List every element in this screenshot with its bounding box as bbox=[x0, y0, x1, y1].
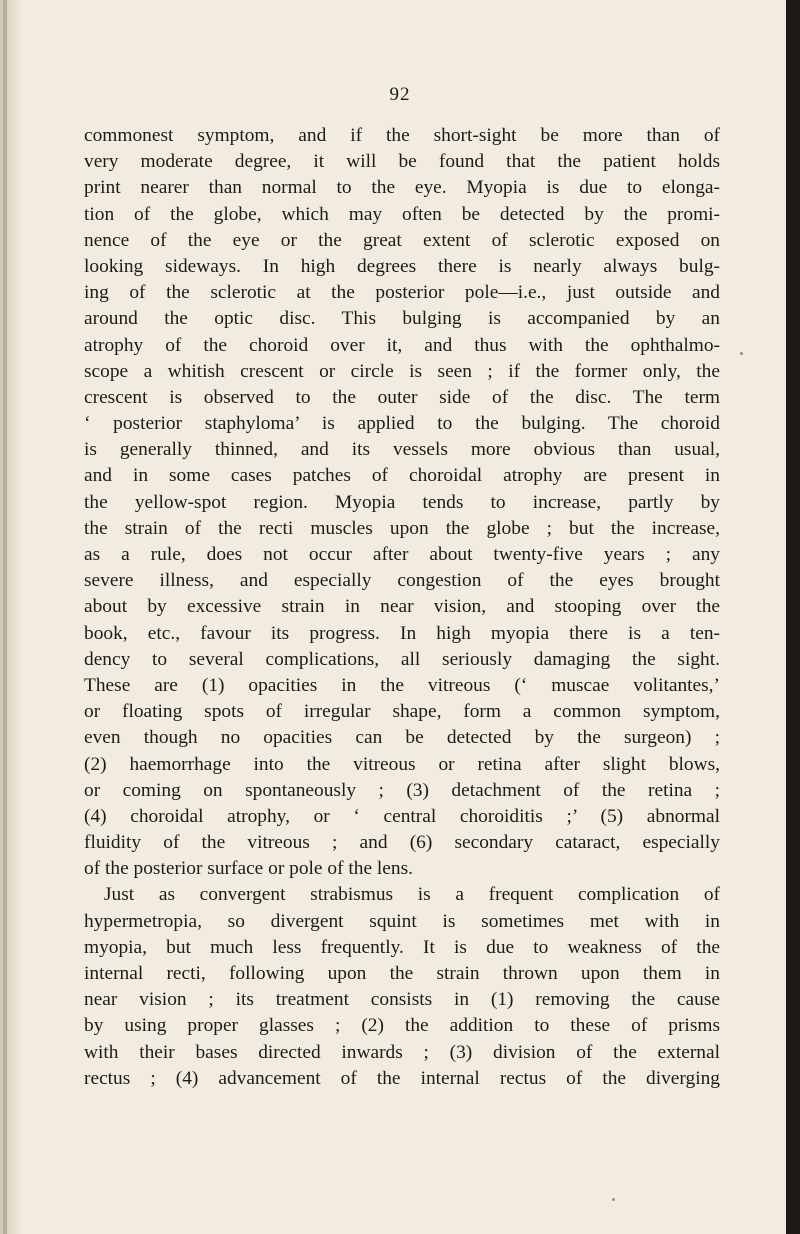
text-line: ing of the sclerotic at the posterior pole—i.e., just outside and bbox=[84, 282, 720, 304]
text-line: looking sideways. In high degrees there is nearly always bulg- bbox=[84, 255, 720, 277]
text-line: and in some cases patches of choroidal atrophy are present in bbox=[84, 465, 720, 487]
text-line: by using proper glasses ; (2) the addition to these of prisms bbox=[84, 1015, 720, 1037]
text-line: with their bases directed inwards ; (3) division of the external bbox=[84, 1041, 720, 1063]
text-line: fluidity of the vitreous ; and (6) secondary cataract, especially bbox=[84, 832, 720, 854]
text-line: severe illness, and especially congestion of the eyes brought bbox=[84, 570, 720, 592]
text-line: (2) haemorrhage into the vitreous or retina after slight blows, bbox=[84, 753, 720, 775]
text-line: (4) choroidal atrophy, or ‘ central choroiditis ;’ (5) abnormal bbox=[84, 805, 720, 827]
text-line: internal recti, following upon the strain thrown upon them in bbox=[84, 963, 720, 984]
ink-speck bbox=[740, 352, 743, 355]
text-line: the yellow-spot region. Myopia tends to increase, partly by bbox=[84, 491, 720, 513]
text-line: hypermetropia, so divergent squint is sometimes met with in bbox=[84, 910, 720, 932]
text-line: even though no opacities can be detected by the surgeon) ; bbox=[84, 727, 720, 749]
text-line: near vision ; its treatment consists in (1) removing the cause bbox=[84, 989, 720, 1011]
text-line: around the optic disc. This bulging is accompanied by an bbox=[84, 308, 720, 330]
text-line: crescent is observed to the outer side of the disc. The term bbox=[84, 386, 720, 408]
text-line: Just as convergent strabismus is a frequent complication of bbox=[104, 884, 720, 906]
body-text bbox=[84, 123, 720, 1092]
text-line: is generally thinned, and its vessels more obvious than usual, bbox=[84, 439, 720, 461]
text-line: dency to several complications, all seriously damaging the sight. bbox=[84, 648, 720, 670]
text-line: of the posterior surface or pole of the lens. bbox=[84, 858, 413, 880]
text-line: book, etc., favour its progress. In high myopia there is a ten- bbox=[84, 622, 720, 644]
text-line: or floating spots of irregular shape, form a common symptom, bbox=[84, 701, 720, 723]
text-line: or coming on spontaneously ; (3) detachment of the retina ; bbox=[84, 779, 720, 801]
text-line: as a rule, does not occur after about twenty-five years ; any bbox=[84, 544, 720, 565]
scan-edge bbox=[786, 0, 800, 1234]
text-line: myopia, but much less frequently. It is due to weakness of the bbox=[84, 936, 720, 958]
text-line: tion of the globe, which may often be detected by the promi- bbox=[84, 203, 720, 225]
text-line: print nearer than normal to the eye. Myopia is due to elonga- bbox=[84, 177, 720, 199]
text-line: commonest symptom, and if the short-sight be more than of bbox=[84, 125, 720, 146]
text-line: ‘ posterior staphyloma’ is applied to the bulging. The choroid bbox=[84, 413, 720, 435]
text-line: very moderate degree, it will be found that the patient holds bbox=[84, 151, 720, 173]
text-line: rectus ; (4) advancement of the internal rectus of the diverging bbox=[84, 1067, 720, 1089]
binding-edge bbox=[3, 0, 7, 1234]
text-line: nence of the eye or the great extent of sclerotic exposed on bbox=[84, 229, 720, 251]
text-line: These are (1) opacities in the vitreous (‘ muscae volitantes,’ bbox=[84, 674, 720, 696]
text-line: about by excessive strain in near vision, and stooping over the bbox=[84, 596, 720, 618]
text-line: scope a whitish crescent or circle is seen ; if the former only, the bbox=[84, 360, 720, 382]
page-number: 92 bbox=[389, 84, 411, 105]
text-line: atrophy of the choroid over it, and thus with the ophthalmo- bbox=[84, 334, 720, 356]
ink-speck bbox=[612, 1198, 615, 1201]
text-line: the strain of the recti muscles upon the globe ; but the increase, bbox=[84, 517, 720, 539]
